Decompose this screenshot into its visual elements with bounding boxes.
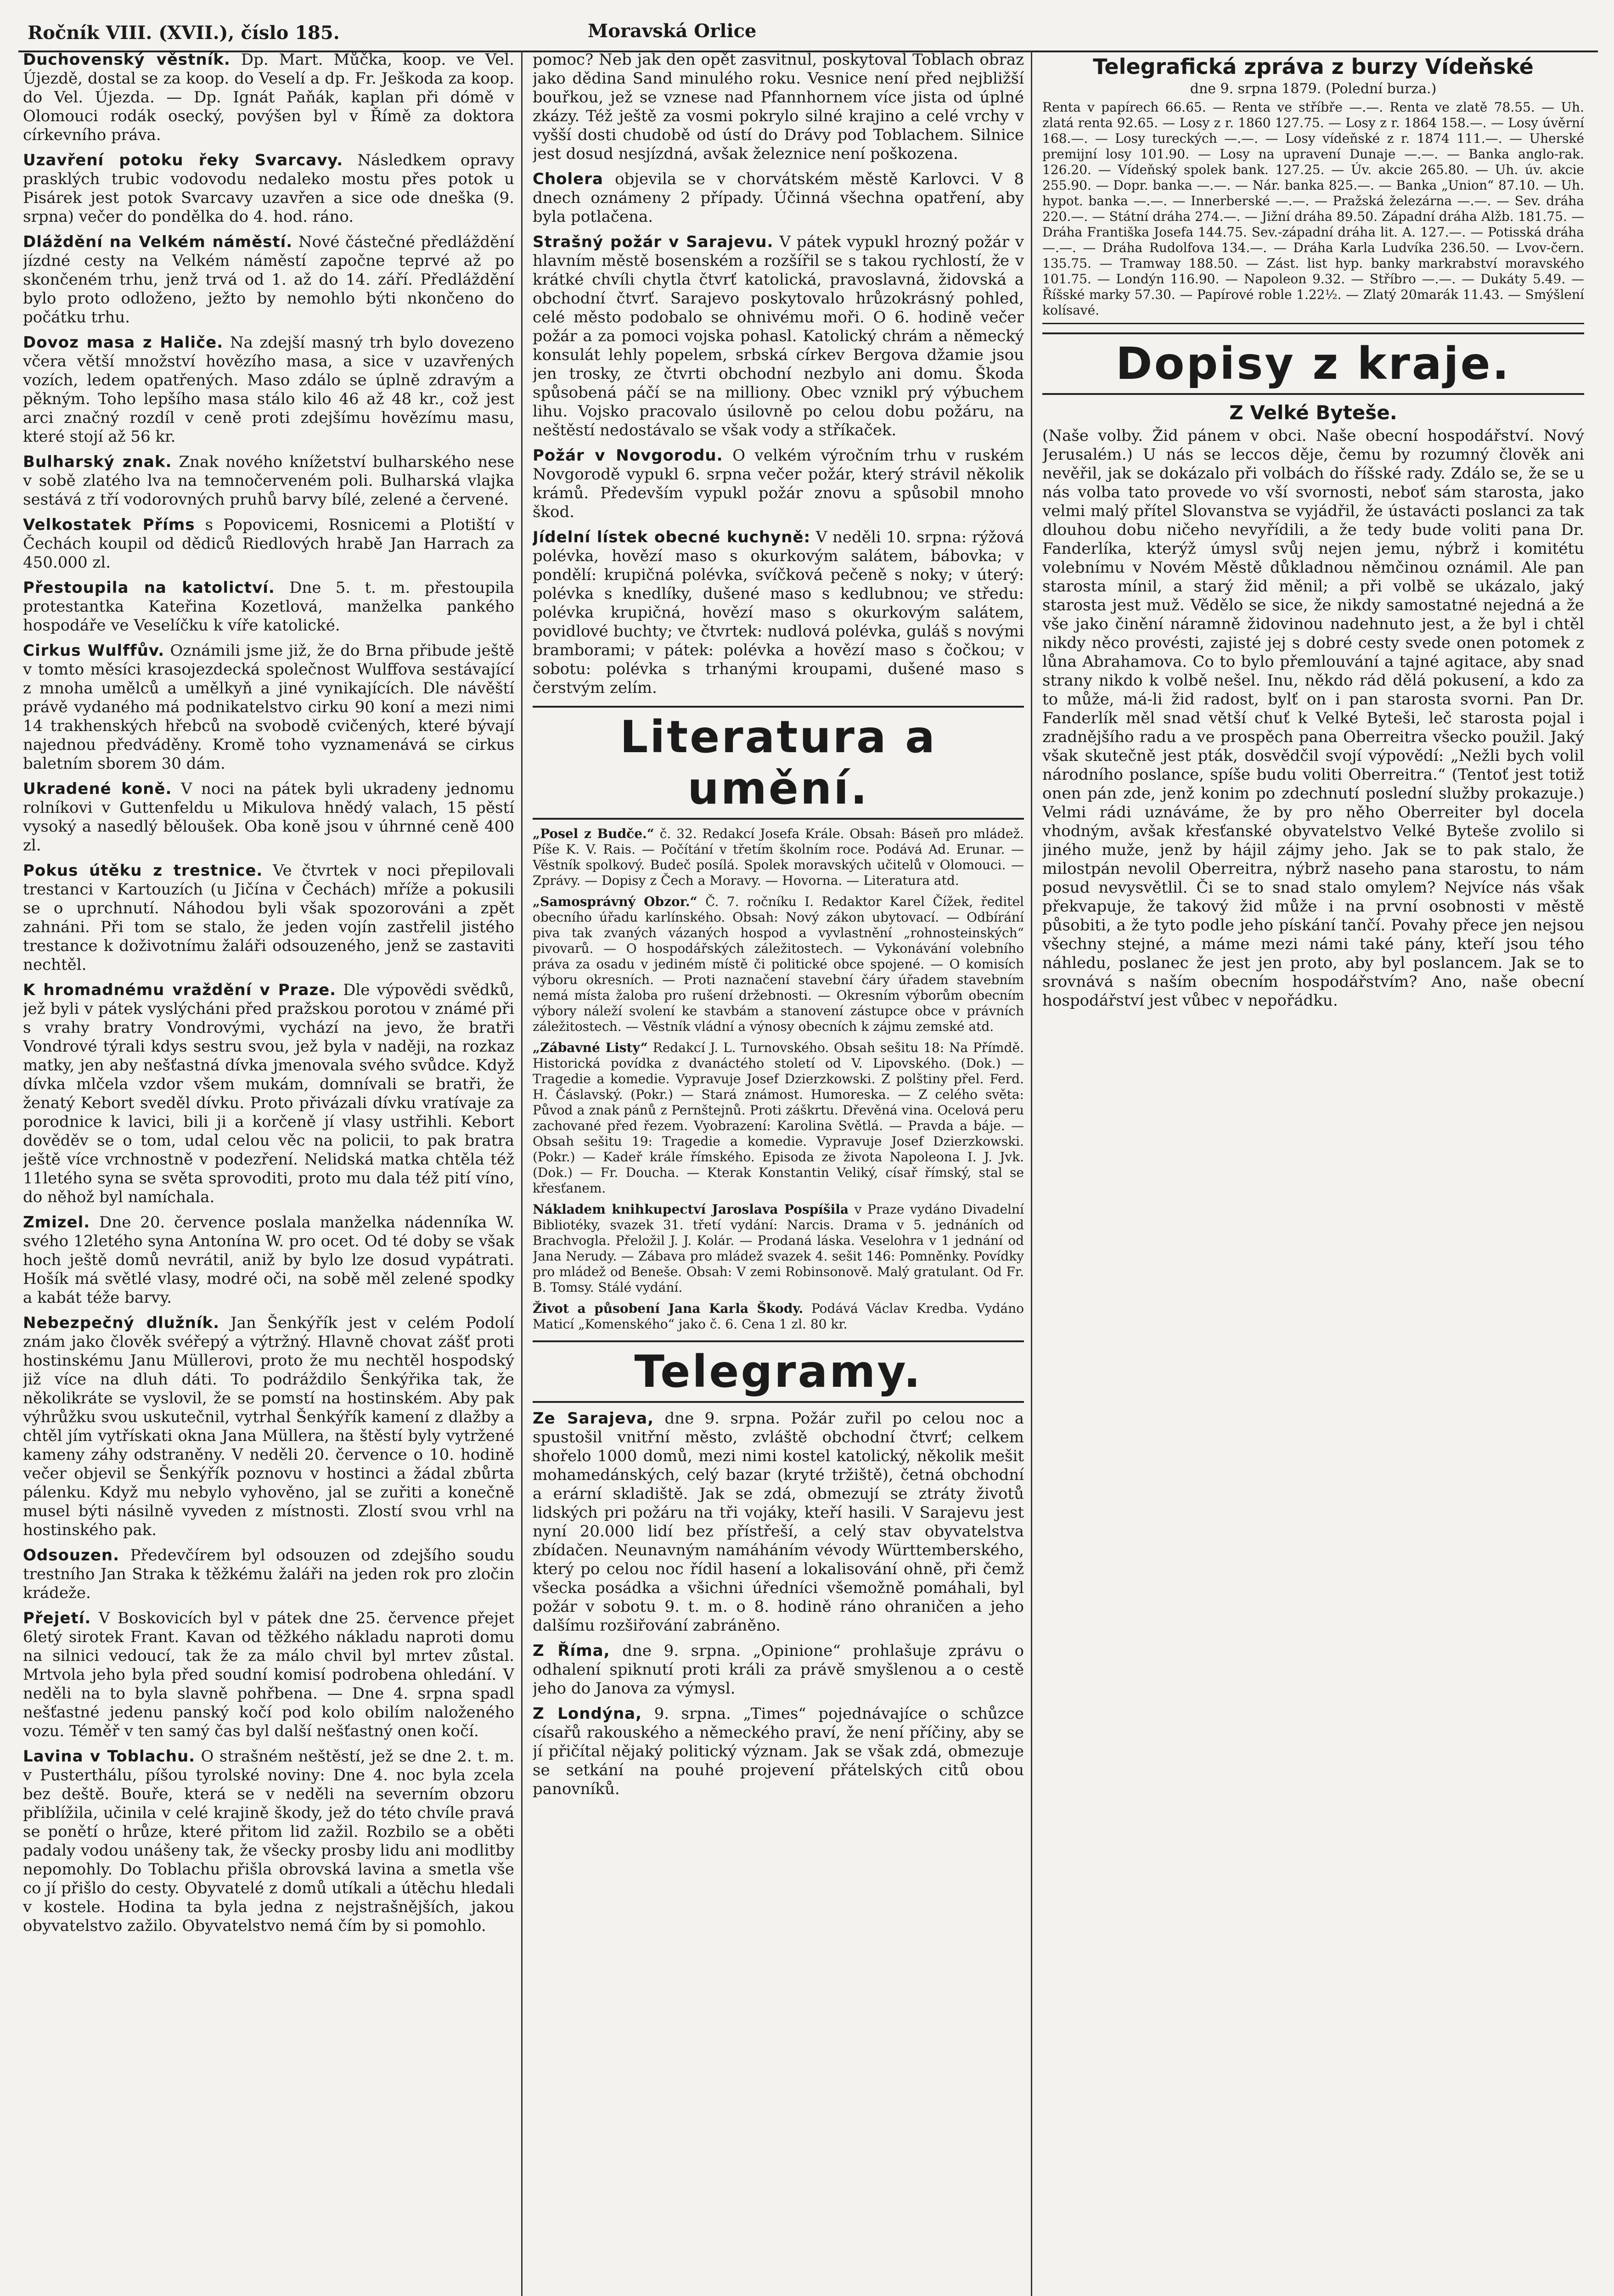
telegram-text: dne 9. srpna. „Opinione“ prohlašuje zprávu o odhalení spiknutí proti králi za právě smyšlenou a o cestě jeho do Janova za výmysl.	[533, 1642, 1024, 1698]
section-title-letters: Dopisy z kraje.	[1042, 332, 1584, 395]
exchange-date: dne 9. srpna 1879. (Polední burza.)	[1190, 81, 1437, 97]
article-text: Nové částečné předláždění jízdné cesty na Velkém náměstí započne teprvé až po skončeném trhu, jenž trvá od 1. až do 14. září. Předláždění bylo proto odloženo, ježto by nemohlo býti nkončeno do počátku trhu.	[23, 233, 514, 326]
literature-item	[533, 826, 1024, 889]
article-heading: Cholera	[533, 170, 603, 188]
article-text: V Boskovicích byl v pátek dne 25. července přejet 6letý sirotek Frant. Kavan od těžkého nákladu naproti domu na silnici vedoucí, tak že za málo chvil byl mrtev zůstal. Mrtvola jeho byla před soudní komisí podrobena ohledání. V neděli na to byla slavně pohřbena. — Dne 4. srpna spadl nešťastné jedenu panský kočí pod kolo obilím naloženého vozu. Téměř v ten samý čas byl další nešťastný onen kočí.	[23, 1609, 514, 1740]
column-local-news	[23, 51, 514, 2296]
article	[23, 1213, 514, 1307]
article-text: s Popovicemi, Rosnicemi a Plotiští v Čechách koupil od dědiců Riedlových hrabě Jan Harrach za 450.000 zl.	[23, 516, 514, 572]
article-text: V noci na pátek byli ukradeny jednomu rolníkovi v Guttenfeldu u Mikulova hnědý valach, 15 pěstí vysoký a nasedlý běloušek. Oba koně jsou v úhrnné ceně 400 zl.	[23, 780, 514, 855]
article	[23, 333, 514, 446]
article	[533, 528, 1024, 698]
article-text: Dp. Mart. Můčka, koop. ve Vel. Újezdě, dostal se za koop. do Veselí a dp. Fr. Ješkoda za koop. do Vel. Újezda. — Dp. Ignát Paňák, kaplan při dómě v Olomouci rodák osecký, povýšen byl v Římě za doktora církevního práva.	[23, 51, 514, 144]
article	[23, 51, 514, 145]
article-heading: Dláždění na Velkém náměstí.	[23, 233, 293, 251]
literature-text: č. 32. Redakcí Josefa Krále. Obsah: Báseň pro mládež. Píše K. V. Rais. — Počítání v třetím školním roce. Podává Ad. Erunar. — Věstník spolkový. Budeč posílá. Spolek moravských učitelů v Olomouci. — Zprávy. — Dopisy z Čech a Moravy. — Hovorna. — Literatura atd.	[533, 826, 1024, 888]
article	[533, 51, 1024, 163]
article-heading: Lavina v Toblachu.	[23, 1747, 196, 1766]
article	[533, 446, 1024, 522]
article-text: Následkem opravy prasklých trubic vodovodu nedaleko mostu přes potok u Pisárek jest potok Svarcavy uzavřen a sice ode dneška (9. srpna) večer do pondělka do 4. hod. ráno.	[23, 151, 514, 226]
exchange-rates: Renta v papírech 66.65. — Renta ve stříbře —.—. Renta ve zlatě 78.55. — Uh. zlatá renta 92.65. — Losy z r. 1860 127.75. — Losy z r. 1864 158.—. — Losy úvěrní 168.—. — Losy tureckých —.—. — Losy vídeňské z r. 1874 111.—. — Uherské premijní losy 101.90. — Losy na upravení Dunaje —.—. — Banka anglo-rak. 126.20. — Vídeňský spolek bank. 127.25. — Úv. akcie 265.80. — Uh. úv. akcie 255.90. — Dopr. banka —.—. — Nár. banka 825.—. — Banka „Union“ 87.10. — Uh. hypot. banka —.—. — Innerberské —.—. — Pražská železárna —.—. — Sev. dráha 220.—. — Státní dráha 274.—. — Jižní dráha 89.50. Západní dráha Alžb. 181.75. — Dráha Františka Josefa 144.75. Sev.-západní dráha lit. A. 127.—. — Potisská dráha —.—. — Dráha Rudolfova 134.—. — Dráha Karla Ludvíka 236.50. — Lvov-čern. 135.75. — Tramway 188.50. — Zást. list hyp. banky markrabství moravského 101.75. — Londýn 116.90. — Napoleon 9.32. — Stříbro —.—. — Dukáty 5.49. — Říšské marky 57.30. — Papírové roble 1.22½. — Zlatý 20marák 11.43. — Smýšlení kolísavé.	[1042, 100, 1584, 324]
telegram-heading: Z Londýna,	[533, 1705, 642, 1723]
article-text: pomoc? Neb jak den opět zasvitnul, poskytoval Toblach obraz jako dědina Sand minulého roku. Vesnice není před nejbližší bouřkou, jež se vznese nad Pfannhornem více jista od úplné zkázy. Též ještě za vosmi pokrylo silné krajino a celé vrchy v vyšší dosti chudobě od ústí do Drávy pod Toblachem. Silnice jest dosud nesjízdná, avšak železnice není poškozena.	[533, 51, 1024, 163]
article	[23, 1546, 514, 1603]
article-text: V pátek vypukl hrozný požár v hlavním městě bosenském a rozšířil se s takou rychlostí, že v krátké chvíli chytla čtvrť katolická, pravoslavná, židovská a obchodní čtvrť. Sarajevo poskytovalo hrůzokrásný pohled, celé město podobalo se ohnivému moři. O 6. hodině večer požár a za pomoci vojska pohasl. Katolický chrám a německý konsulát lehly popelem, srbská církev Bergova džamie jsou jen trosky, ze čtvrti obchodní nezbylo ani domu. Škoda spůsobená páčí se na milliony. Obec vznikl prý výbuchem lihu. Vojsko pracovalo úsilovně po celou dobu požáru, na neštěstí nedostávalo se však vody a stříkaček.	[533, 233, 1024, 439]
letter-text: (Naše volby. Žid pánem v obci. Naše obecní hospodářství. Nový Jerusalém.) U nás se leccos děje, čemu by rozumný člověk ani nevěřil, jak se dokázalo při volbách do říšské rady. Zdálo se, že se u nás volba tato provede vo vší svornosti, neboť sám starosta, jako velmi malý přítel Slovanstva se vyjádřil, že ústavácti poslanci za tak dlouhou dobu ničeho nevyřídili, a že tedy bude voliti pana Dr. Fanderlíka, kterýž úmysl svůj nejen jemu, nýbrž i komitétu volebnímu v Novém Městě důkladnou němčinou oznámil. Ale pan starosta mínil, a starý žid měnil; a při volbě se ukázalo, jaký starosta jest muž. Vědělo se sice, že nikdy samostatné nejedná a že vše jako činění náramně židovinou nadehnuto jest, a že byl i chtěl nikdy něco provésti, zajisté jej s dobré cesty svede onen potomek z lůna Abrahamova. Co to bylo přemlouvání a tajné agitace, aby snad strany nikdo k volbě nešel. Inu, někdo rád dělá pokusení, a kdo za to může, má-li žid radost, bylť on i pan starosta svorni. Pan Dr. Fanderlík měl snad větší chuť k Velké Byteši, leč starosta pojal i zradnějšího radu a ve prospěch pana Oberreitra všecko použil. Jaký však skutečně jest pták, dosvědčil svojí výpovědí: „Nežli bych volil národního poslance, spíše budu voliti Oberreitra.“ (Tentoť jest totiž onen pán zde, jenž konim po zdechnutí poslední služby prokazuje.) Velmi rádi uznáváme, že by pro něho Oberreiter byl docela vhodným, avšak křesťanské obyvatelstvo Velké Byteše zvolilo si jiného muže, jenž by hájil zájmy jeho. Jak se to pak stalo, že milostpán nevolil Oberreitra, nýbrž naseho pana starostu, to nám posud nevysvětlil. Či se to snad stalo omylem? Nejvíce nás však překvapuje, že takový žid může i na první osobnosti v městě působiti, a že tyto podle jeho pískání tančí. Povahy přece jen nejsou všechny stejné, a máme mezi námi také pány, kteří jsou tého náhledu, poslanec že jest jen proto, aby byl poslancem. Jak se to srovnává s naším obecním hospodářstvím? Ano, naše obecní hospodářství jest vůbec v nepořádku.	[1042, 427, 1584, 1010]
article-text: Ve čtvrtek v noci přepilovali trestanci v Kartouzích (u Jičína v Čechách) mříže a pokusili se o uprchnutí. Náhodou byli však spozorováni a zpět zahnáni. Při tom se stalo, že jeden vojín zastřelil jistého trestance k doživotnímu žaláři odsouzeného, jenž se zastaviti nechtěl.	[23, 861, 514, 974]
article-text: Dne 20. července poslala manželka nádenníka W. svého 12letého syna Antonína W. pro ocet. Od té doby se však hoch ještě domů nevrátil, aniž by bylo lze dosud vypátrati. Hošík má světlé vlasy, modré oči, na sobě měl zelené spodky a kabát téže barvy.	[23, 1213, 514, 1307]
article-heading: K hromadnému vraždění v Praze.	[23, 981, 337, 999]
telegram-text: dne 9. srpna. Požár zuřil po celou noc a spustošil vnitřní město, zvláště obchodní čtvrť; celkem shořelo 1000 domů, mezi nimi kostel katolický, několik mešit mohamedánských, celý bazar (kryté tržiště), četná obchodní a erární skladiště. Jak se zdá, obmezují se ztráty životů lidských pri požáru na tři vojáky, kteří hasili. V Sarajevu jest nyní 20.000 lidí bez přístřeší, a celý stav obyvatelstva zbídačen. Neunavným namáháním vévody Württemberského, který po celou noc řídil hasení a lokalisování ohně, při čemž všecka posádka a všichni úředníci všemožně pomáhali, byl požár v sobotu 9. t. m. o 8. hodině ráno ohraničen a jeho dalšímu rozšiřování zabráněno.	[533, 1409, 1024, 1635]
paper-name: Moravská Orlice	[588, 20, 757, 42]
article	[23, 780, 514, 855]
column-rule	[1031, 51, 1032, 2296]
article-text: Znak nového knížetství bulharského nese v sobě zlatého lva na temnočerveném poli. Bulharská vlajka sestává z tří vodorovných pruhů barvy bílé, zelené a červené.	[23, 453, 514, 509]
literature-text: Redakcí J. L. Turnovského. Obsah sešitu 18: Na Přímdě. Historická povídka z dvanáctého století od V. Lipovského. (Dok.) — Tragedie a komedie. Vypravuje Josef Dzierzkowski. Z polštiny přel. Ferd. H. Čáslavský. (Pokr.) — Stará známost. Humoreska. — Z celého světa: Původ a znak pánů z Pernštejnů. Proti záškrtu. Dřevěná vina. Ocelová peru zachované před řezem. Vyobrazení: Karolina Světlá. — Pravda a báje. — Obsah sešitu 19: Tragedie a komedie. Vypravuje Josef Dzierzkowski. (Pokr.) — Kadeř krále římského. Episoda ze života Napoleona I. J. Jvk. (Dok.) — Fr. Doucha. — Kterak Konstantin Veliký, císař římský, stal se křesťanem.	[533, 1040, 1024, 1196]
telegram-heading: Ze Sarajeva,	[533, 1409, 654, 1428]
newspaper-page	[18, 18, 1598, 2296]
telegram	[533, 1642, 1024, 1698]
literature-heading: „Zábavné Listy“	[533, 1040, 648, 1055]
literature-heading: Nákladem knihkupectví Jaroslava Pospíšila	[533, 1202, 849, 1217]
article	[23, 1747, 514, 1936]
literature-heading: Život a působení Jana Karla Škody.	[533, 1301, 804, 1316]
article	[23, 1314, 514, 1540]
article-text: Dle výpovědi svědků, jež byli v pátek vyslýcháni před pražskou porotou v známé při s vrahy bratry Vondrovými, vychází na jevo, že bratři Vondrové týrali kdys sestru svou, jež byla v naději, na rozkaz matky, jen aby nešťastná dívka jmenovala svého svůdce. Když dívka mlčela vzdor všem mukám, domnívali se bratři, že ženatý Kebort sveděl dívku. Proto přivázali dívku vratívaje za porodnice k lavici, bili ji a korčeně jí vlasy ustřihli. Kebort dověděv se o tom, udal celou věc na policii, to pak bratra ještě více vrchnostně v podezření. Nelidská matka chtěla též 11letého syna se světa sprovoditi, proto mu dala též pití víno, do něhož byl namíchala.	[23, 981, 514, 1206]
article-heading: Cirkus Wulffův.	[23, 642, 165, 660]
literature-text: Č. 7. ročníku I. Redaktor Karel Čížek, ředitel obecního úřadu karlínského. Obsah: Nový zákon ubytovací. — Odbírání piva tak zvaných vázaných hospod a vyvlastnění „rohnosteinských“ pivovarů. — O hospodářských záležitostech. — Vykonávání volebního práva za osadu v jediném místě či politické obce spojené. — O komisích výboru okresních. — Proti naznačení stavební čáry úřadem stavebním nemá místa žaloba pro rušení držebnosti. — Okresním výborům obecním výbory náleží svolení ke stavbám a stanovení zástupce obce v právních záležitostech. — Věstník vládní a výnosy obecních k zájmu zemské atd.	[533, 894, 1024, 1034]
article-heading: Přejetí.	[23, 1609, 91, 1627]
article-text: O strašném neštěstí, jež se dne 2. t. m. v Pusterthálu, píšou tyrolské noviny: Dne 4. noc byla zcela bez deště. Bouře, která se v neděli na severním obzoru přiblížila, učinila v celé krajině škody, jež do této chvíle pravá se ponětí o hrůze, které přitom lid zažil. Rozbilo se a oběti padaly vodou unášeny tak, že všecky prosby lidu ani modlitby nepomohly. Do Toblachu přišla obrovská lavina a smetla vše co jí přišlo do cesty. Obyvatelé z domů utíkali a útěchu hledali v kostele. Hodina ta byla jedna z nejstrašnějších, jakou obyvatelstvo zažilo. Obyvatelstvo nemá čím by si pomohlo.	[23, 1747, 514, 1935]
article-heading: Uzavření potoku řeky Svarcavy.	[23, 151, 343, 169]
article-heading: Velkostatek Příms	[23, 516, 195, 534]
article	[533, 233, 1024, 440]
literature-text: Podává Václav Kredba. Vydáno Maticí „Komenského“ jako č. 6. Cena 1 zl. 80 kr.	[533, 1301, 1024, 1332]
article-text: V neděli 10. srpna: rýžová polévka, hovězí maso s okurkovým salátem, bábovka; v pondělí: krupičná polévka, svíčková pečeně s noky; v úterý: polévka s knedlíky, dušené maso s kedlubnou; ve středu: polévka krupičná, hovězí maso s okurkovým salátem, povidlové buchty; ve čtvrtek: nudlová polévka, guláš s novými bramborami; v pátek: polévka a hovězí maso s čočkou; v sobotu: polévka s trhanými kroupami, dušené maso s čerstvým zelím.	[533, 528, 1024, 697]
literature-item	[533, 1301, 1024, 1332]
article-text: Jan Šenkýřík jest v celém Podolí znám jako člověk svéřepý a výtržný. Hlavně chovat zášť proti hostinskému Janu Müllerovi, proto že mu nechtěl hospodský již více na dluh dáti. To podráždilo Šenkýřika tak, že několikráte se vyslovil, že se pomstí na hostinském. Aby pak výhrůžku svou uskutečnil, vytrhal Šenkýřík kamení z dlažby a chtěl jím vytřískati okna Jana Müllera, na štěstí byly vytržené kameny záhy odstraněny. V neděli 20. července o 10. hodině večer objevil se Šenkýřík poznovu v hostinci a žádal zbůrta pálenku. Když mu nebylo vyhověno, jal se zuřiti a konečně musel býti násilně vyveden z místnosti. Zlostí svou vrhl na hostinského pak.	[23, 1314, 514, 1539]
letter-subtitle: Z Velké Byteše.	[1229, 401, 1397, 424]
article-text: Na zdejší masný trh bylo dovezeno včera větší množství hovězího masa, a sice v uzavřených vozích, ledem opatřených. Maso zdálo se úplně zdravým a pěkným. Toho lepšího masa stálo kilo 46 až 48 kr., což jest arci značný rozdíl v ceně proti zdejšímu hovězímu masu, které stojí až 56 kr.	[23, 333, 514, 446]
section-title-literature: Literatura a umění.	[533, 706, 1024, 820]
page-header	[18, 18, 1598, 52]
article-text: O velkém výročním trhu v ruském Novgorodě vypukl 6. srpna večer požár, který strávil několik krámů. Především vypukl požár znovu a spůsobil mnoho škod.	[533, 446, 1024, 521]
section-title-telegrams: Telegramy.	[533, 1340, 1024, 1403]
article-text: Dne 5. t. m. přestoupila protestantka Kateřina Kozetlová, manželka pankého hospodáře ve Veselíčku k víře katolické.	[23, 579, 514, 635]
telegram-text: 9. srpna. „Times“ pojednávajíce o schůzce císařů rakouského a německého praví, že není příčiny, aby se jí přičítal nějaký politický význam. Jak se však zdá, obmezuje se setkání na pouhé projevení přátelských citů obou panovníků.	[533, 1705, 1024, 1798]
article-heading: Bulharský znak.	[23, 453, 172, 471]
literature-item	[533, 1202, 1024, 1295]
telegram	[533, 1409, 1024, 1635]
article-heading: Ukradené koně.	[23, 780, 172, 798]
column-news-literature-telegrams	[533, 51, 1024, 2296]
article	[23, 453, 514, 509]
article	[23, 642, 514, 773]
literature-heading: „Posel z Budče.“	[533, 826, 654, 841]
article	[23, 516, 514, 572]
telegram	[533, 1705, 1024, 1799]
article	[23, 233, 514, 327]
article-text: objevila se v chorvátském městě Karlovci. V 8 dnech oznámeny 2 případy. Účinná všechna opatření, aby byla potlačena.	[533, 170, 1024, 226]
literature-heading: „Samosprávný Obzor.“	[533, 894, 697, 909]
article	[23, 1609, 514, 1741]
column-exchange-letters	[1042, 51, 1584, 2296]
article	[23, 981, 514, 1207]
article-heading: Strašný požár v Sarajevu.	[533, 233, 774, 251]
article-text: Předevčírem byl odsouzen od zdejšího soudu trestního Jan Straka k těžkému žaláři na jeden rok pro zločin krádeže.	[23, 1546, 514, 1602]
article-heading: Odsouzen.	[23, 1546, 120, 1564]
article-heading: Přestoupila na katolictví.	[23, 579, 275, 597]
literature-text: v Praze vydáno Divadelní Bibliotéky, svazek 31. třetí vydání: Narcis. Drama v 5. jednáních od Brachvogla. Přeložil J. J. Kolár. — Prodaná láska. Veselohra v 1 jednání od Jana Nerudy. — Zábava pro mládež svazek 4. sešit 146: Pomněnky. Povídky pro mládež od Beneše. Obsah: V zemi Robinsonově. Malý gratulant. Od Fr. B. Tomsy. Stálé vydání.	[533, 1202, 1024, 1295]
article-text: Oznámili jsme již, že do Brna přibude ještě v tomto měsíci krasojezdecká společnost Wulffova sestávající z mnoha umělců a umělkyň a jiné vynikajících. Dle návěští právě vydaného má podnikatelstvo cirku 90 koní a mezi nimi 14 trakhenských hřebců na svobodě cvičených, které bývají najednou předváděny. Kromě toho vyznamenává se cirkus baletním sborem 30 dám.	[23, 642, 514, 773]
article-heading: Zmizel.	[23, 1213, 90, 1232]
article-heading: Jídelní lístek obecné kuchyně:	[533, 528, 811, 546]
article-heading: Požár v Novgorodu.	[533, 446, 723, 465]
article	[533, 170, 1024, 226]
article	[23, 861, 514, 974]
column-rule	[521, 51, 523, 2296]
article-heading: Duchovenský věstník.	[23, 51, 231, 69]
article	[23, 579, 514, 635]
article-heading: Nebezpečný dlužník.	[23, 1314, 220, 1332]
article-heading: Dovoz masa z Haliče.	[23, 333, 224, 352]
literature-item	[533, 1040, 1024, 1196]
telegram-heading: Z Říma,	[533, 1642, 610, 1660]
issue-number: Ročník VIII. (XVII.), číslo 185.	[28, 22, 340, 44]
literature-item	[533, 894, 1024, 1035]
article	[23, 151, 514, 226]
exchange-title: Telegrafická zpráva z burzy Vídeňské	[1093, 54, 1534, 79]
article-heading: Pokus útěku z trestnice.	[23, 861, 263, 880]
